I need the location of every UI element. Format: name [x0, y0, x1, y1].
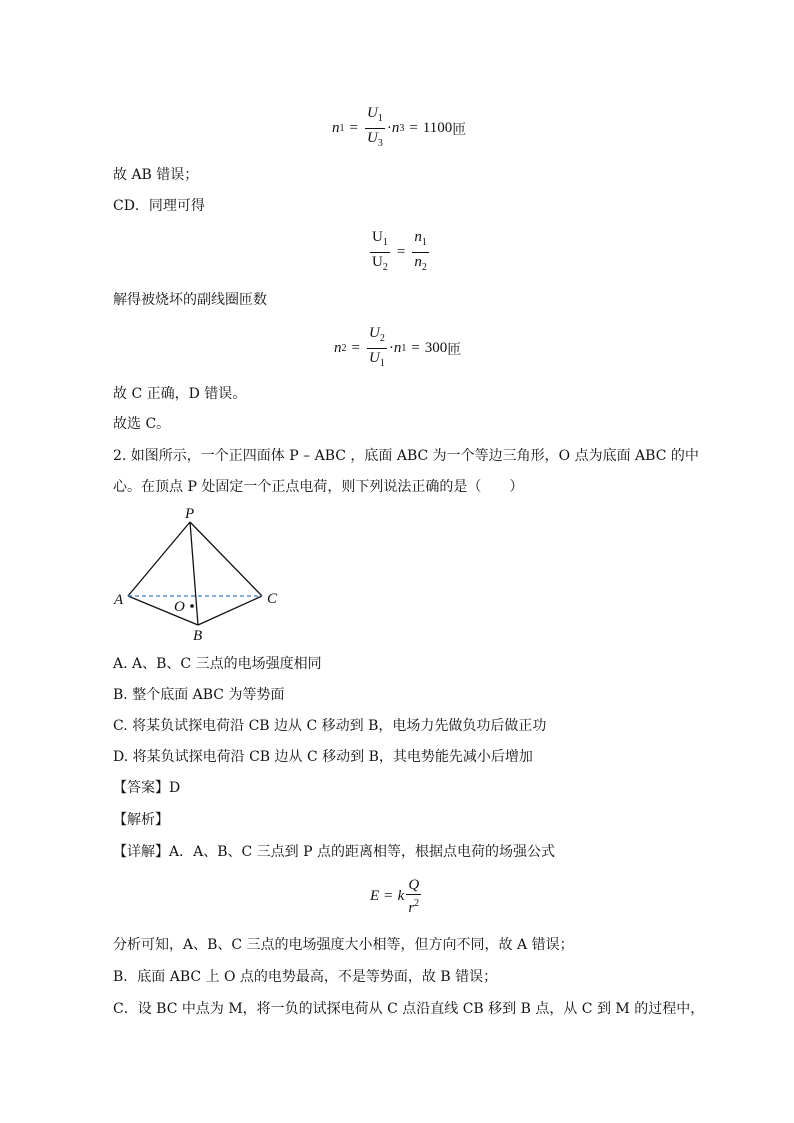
subscript: 1	[401, 343, 407, 354]
fraction	[412, 228, 429, 277]
subscript: 1	[421, 237, 427, 248]
text-line: 分析可知，A、B、C 三点的电场强度大小相等，但方向不同，故 A 错误；	[113, 937, 574, 953]
subscript: 1	[382, 237, 388, 248]
formula-ratio: $\frac{U_1}{U_2}$ = $\frac{n_1}{n_2}$	[368, 228, 431, 277]
symbol: n	[393, 340, 402, 356]
denominator: n	[414, 254, 422, 270]
symbol: k	[397, 888, 405, 904]
subscript: 3	[377, 138, 383, 149]
numerator: U	[366, 105, 378, 121]
question-text: 2. 如图所示，一个正四面体 P – ABC ，底面 ABC 为一个等边三角形，O 点为底面 ABC 的中	[113, 448, 699, 464]
detail-line	[113, 842, 555, 862]
numerator: U	[368, 325, 380, 341]
option-a: A. A、B、C 三点的电场强度相同	[113, 656, 322, 672]
numerator: U	[372, 229, 383, 245]
text-line: 故选 C。	[113, 416, 171, 432]
subscript: 3	[399, 123, 405, 134]
symbol: n	[334, 340, 342, 356]
vertex-label-a: A	[114, 592, 124, 608]
vertex-label-b: B	[193, 628, 203, 644]
subscript: 2	[379, 333, 385, 344]
answer-value: D	[169, 780, 181, 796]
formula-field-strength: E = k $\frac{Q}{r^2}$	[370, 877, 420, 916]
subscript: 2	[421, 262, 427, 273]
denominator: r	[408, 900, 415, 916]
subscript: 2	[341, 343, 347, 354]
text-line: B．底面 ABC 上 O 点的电势最高，不是等势面，故 B 错误；	[113, 969, 498, 985]
result: 300	[424, 340, 448, 356]
text-line: CD．同理可得	[113, 198, 205, 214]
vertex-label-p: P	[185, 506, 195, 522]
result: 1100	[422, 120, 453, 136]
denominator: U	[366, 130, 378, 146]
detail-tag: 【详解】	[113, 844, 169, 860]
numerator: n	[414, 229, 422, 245]
formula-n1: n 1 = $\frac{U_1}{U_3}$ · n 3 = 1100 匝	[332, 104, 466, 153]
fraction	[365, 104, 385, 153]
text-line: 解得被烧坏的副线圈匝数	[113, 292, 267, 308]
vertex-label-c: C	[267, 591, 278, 607]
unit: 匝	[447, 341, 462, 358]
option-c: C. 将某负试探电荷沿 CB 边从 C 移动到 B，电场力先做负功后做正功	[113, 718, 547, 734]
option-b: B. 整个底面 ABC 为等势面	[113, 687, 285, 703]
analysis-tag: 【解析】	[113, 812, 169, 828]
center-label-o: O	[174, 599, 185, 615]
symbol: n	[332, 120, 340, 136]
symbol: n	[391, 120, 400, 136]
subscript: 1	[339, 123, 345, 134]
symbol: E	[370, 888, 380, 904]
subscript: 1	[377, 113, 383, 124]
fraction	[406, 876, 421, 917]
tetrahedron-figure	[108, 500, 308, 645]
text-line: C．设 BC 中点为 M，将一负的试探电荷从 C 点沿直线 CB 移到 B 点，从 C 到 M 的过程中，	[113, 1001, 705, 1017]
fraction	[367, 324, 387, 373]
superscript: 2	[414, 898, 420, 909]
numerator: Q	[408, 877, 420, 893]
denominator: U	[372, 254, 383, 270]
denominator: U	[368, 350, 380, 366]
unit: 匝	[452, 121, 467, 138]
formula-n2: n 2 = $\frac{U_2}{U_1}$ · n 1 = 300 匝	[334, 324, 461, 373]
detail-a: A．A、B、C 三点到 P 点的距离相等，根据点电荷的场强公式	[169, 844, 555, 860]
subscript: 2	[382, 262, 388, 273]
option-d: D. 将某负试探电荷沿 CB 边从 C 移动到 B，其电势能先减小后增加	[113, 749, 533, 765]
answer-tag: 【答案】	[113, 780, 169, 796]
text-line: 故 C 正确，D 错误。	[113, 386, 247, 402]
question-text: 心。在顶点 P 处固定一个正点电荷，则下列说法正确的是（ ）	[113, 479, 524, 495]
fraction	[370, 228, 390, 277]
text-line: 故 AB 错误；	[113, 167, 199, 183]
answer-line	[113, 778, 180, 798]
subscript: 1	[379, 358, 385, 369]
